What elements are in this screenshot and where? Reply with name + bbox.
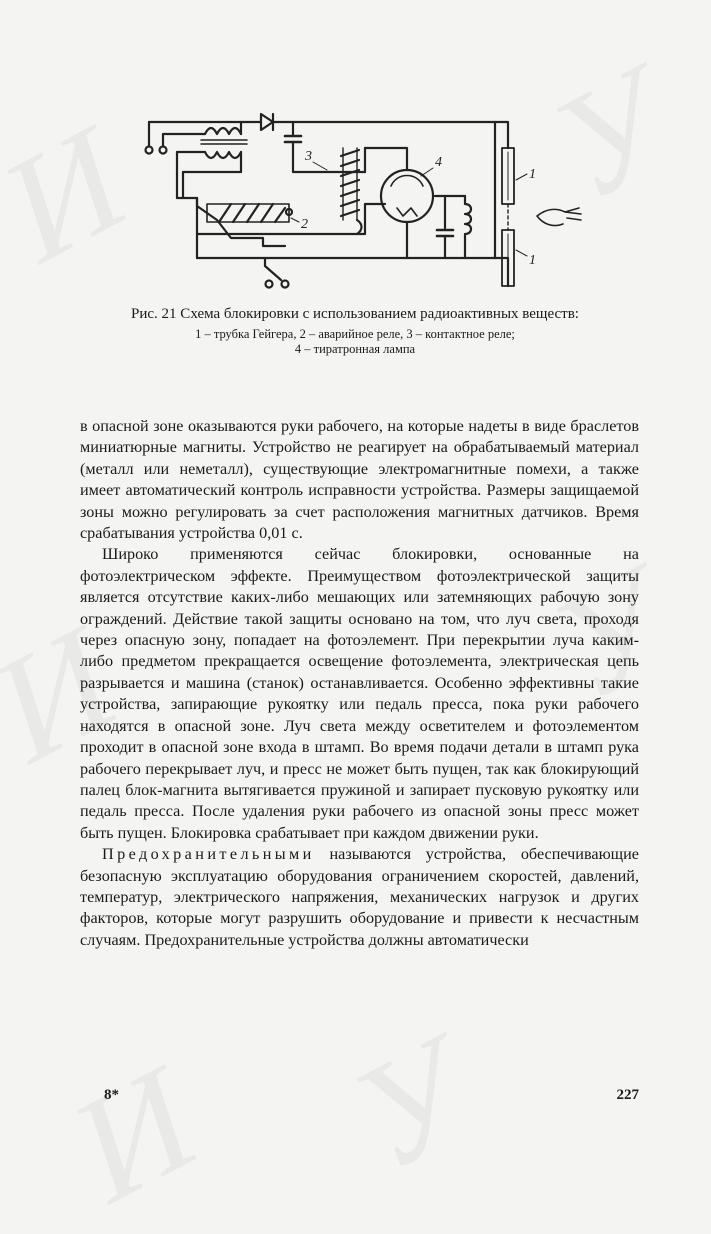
thyratron-lamp: [381, 170, 433, 222]
output-terminal-right: [282, 281, 289, 288]
paragraph-3: [80, 844, 639, 951]
caption-legend: [120, 327, 590, 357]
caption-legend-line-2: 4 – тиратронная лампа: [294, 342, 416, 356]
paragraph-2: Широко применяются сейчас блокировки, основанные на фотоэлектрическом эффекте. Преимуществом фотоэлектрической защиты является отсутствие каких-либо мешающих или затемняющих рабочую зону ограждений. Действие такой защиты основано на том, что луч света, проходя через опасную зону, попадает на фотоэлемент. При перекрытии луча каким-либо предметом прекращается освещение фотоэлемента, электрическая цепь разрывается и машина (станок) останавливается. Особенно эффективны такие устройства, запирающие рукоятку или педаль пресса, пока руки рабочего находятся в опасной зоне. Луч света между осветителем и фотоэлементом проходит в опасной зоне входа в штамп. Во время подачи детали в штамп рука рабочего перекрывает луч, и пресс не может быть пущен, так как блокирующий палец блок-магнита вытягивается пружиной и запирает пусковую рукоятку или педаль пресса. После удаления руки рабочего из опасной зоны пресс может быть пущен. Блокировка срабатывает при каждом движении руки.: [80, 545, 639, 842]
callout-label-tube-lower: 1: [529, 253, 536, 268]
circuit-diagram-figure: [135, 108, 595, 298]
callout-label-relay-2: 2: [301, 217, 308, 232]
page-number: 227: [616, 1087, 639, 1103]
circuit-diagram: [135, 108, 595, 298]
input-terminal-right: [160, 147, 167, 154]
term-spaced: Предохранительными: [102, 845, 315, 864]
paragraph-3-text: называются устройства, обеспечивающие безопасную эксплуатацию оборудования ограничением скоростей, давлений, температур, электрического напряжения, механических нагрузок и других факторов, которые могут разрушить оборудование и привести к несчастным случаям. Предохранительные устройства должны автоматически: [80, 845, 639, 949]
diode-symbol: [261, 114, 273, 130]
input-terminal-left: [146, 147, 153, 154]
body-text: [80, 416, 639, 951]
output-terminal-left: [266, 281, 273, 288]
callout-label-tube-upper: 1: [529, 167, 536, 182]
caption-title: Рис. 21 Схема блокировки с использованием радиоактивных веществ:: [131, 306, 579, 322]
caption-legend-line-1: 1 – трубка Гейгера, 2 – аварийное реле, 3 – контактное реле;: [195, 327, 515, 341]
signature-mark: 8*: [104, 1087, 119, 1103]
hand-icon: [537, 208, 581, 226]
callout-label-lamp-4: 4: [435, 155, 442, 170]
callout-label-relay-3: 3: [305, 149, 312, 164]
paragraph-1: в опасной зоне оказываются руки рабочего, на которые надеты в виде браслетов миниатюрные магниты. Устройство не реагирует на обрабатываемый материал (металл или неметалл), существующие электромагнитные помехи, а также имеет автоматический контроль исправности устройства. Размеры защищаемой зоны можно регулировать за счет расположения магнитных датчиков. Время срабатывания устройства 0,01 с.: [80, 417, 639, 543]
figure-caption: [120, 306, 590, 357]
